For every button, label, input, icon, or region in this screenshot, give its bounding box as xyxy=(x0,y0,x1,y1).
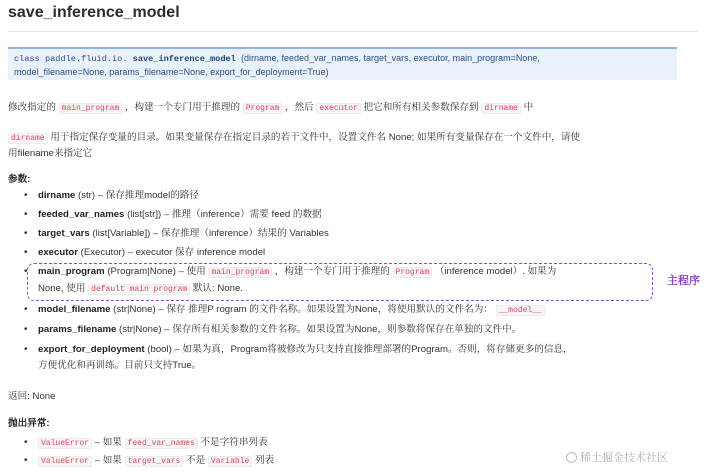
param-name: params_filename xyxy=(38,324,117,335)
description-line-1 xyxy=(8,100,533,116)
param-item xyxy=(24,226,329,241)
param-name: dirname xyxy=(38,190,76,201)
param-item xyxy=(24,207,322,222)
watermark xyxy=(566,449,668,465)
signature-params-line2: model_filename=None, params_filename=None, export_for_deployment=True) xyxy=(14,67,329,77)
code-main-program: main_program xyxy=(208,267,272,278)
code-valueerror: ValueError xyxy=(38,456,92,467)
desc-text: 把它和所有相关参数保存到 xyxy=(363,102,479,113)
signature-path: paddle.fluid.io. xyxy=(44,54,128,64)
function-signature xyxy=(8,47,677,80)
watermark-text: 稀土掘金技术社区 xyxy=(580,452,668,464)
param-desc: None, 使用 xyxy=(38,283,86,294)
param-name: model_filename xyxy=(38,304,111,315)
param-item xyxy=(24,245,266,260)
param-name: executor xyxy=(38,247,78,258)
desc-text: 中 xyxy=(523,102,534,113)
code-valueerror: ValueError xyxy=(38,438,92,449)
param-name: main_program xyxy=(38,266,105,277)
param-item xyxy=(24,302,545,318)
desc-text: 修改指定的 xyxy=(8,102,56,113)
raise-item xyxy=(24,435,268,451)
code-program: Program xyxy=(243,103,283,114)
raise-item xyxy=(24,453,275,469)
param-item xyxy=(24,342,573,357)
signature-name: save_inference_model xyxy=(132,54,236,64)
bullet-icon: • xyxy=(24,266,28,277)
bullet-icon: • xyxy=(24,455,28,466)
code-program: Program xyxy=(393,267,433,278)
raise-desc: 列表 xyxy=(254,455,275,466)
param-desc: (list[str]) – 推理（inference）需要 feed 的数据 xyxy=(124,209,322,220)
raise-desc: 不是字符串列表 xyxy=(200,437,268,448)
description-line-2 xyxy=(8,130,678,161)
param-name: export_for_deployment xyxy=(38,344,145,355)
signature-keyword: class xyxy=(14,54,40,64)
param-desc: 默认: None. xyxy=(192,283,243,294)
code-target-vars: target_vars xyxy=(125,456,184,467)
param-name: target_vars xyxy=(38,228,90,239)
param-name: feeded_var_names xyxy=(38,209,125,220)
param-desc: （inference model）. 如果为 xyxy=(434,266,557,277)
bullet-icon: • xyxy=(24,344,28,355)
raise-desc: 不是 xyxy=(186,455,206,466)
param-desc: (str|None) – 保存所有相关参数的文件名称。如果设置为None，则参数将保存在单独的文件中。 xyxy=(116,324,522,335)
code-dirname: dirname xyxy=(481,103,521,114)
param-item xyxy=(24,322,522,337)
raises-heading: 抛出异常: xyxy=(8,418,50,429)
code-default-main-program: default main program xyxy=(88,284,190,295)
bullet-icon: • xyxy=(24,209,28,220)
bullet-icon: • xyxy=(24,247,28,258)
param-item-cont xyxy=(38,358,201,373)
desc-text: 用于指定保存变量的目录。如果变量保存在指定目录的若干文件中，设置文件名 None; 如果所有变量保存在一个文件中，请使 xyxy=(50,132,581,143)
param-desc: (Executor) – executor 保存 inference model xyxy=(78,247,266,258)
param-desc: (str) – 保存推理model的路径 xyxy=(75,190,199,201)
param-desc: (list[Variable]) – 保存推理（inference）结果的 Variables xyxy=(89,228,329,239)
param-desc: (Program|None) – 使用 xyxy=(104,266,206,277)
desc-text: ，构建一个专门用于推理的 xyxy=(124,102,241,113)
desc-text: 用filename来指定它 xyxy=(8,148,93,159)
code-model-filename: __model__ xyxy=(496,305,545,316)
raise-desc: – 如果 xyxy=(94,455,122,466)
title-divider xyxy=(8,31,698,32)
code-executor: executor xyxy=(316,103,360,114)
highlight-box xyxy=(27,263,653,301)
bullet-icon: • xyxy=(24,228,28,239)
bullet-icon: • xyxy=(24,437,28,448)
param-desc: (bool) – 如果为真，Program将被修改为只支持直接推理部署的Program。否则，将存储更多的信息， xyxy=(144,344,573,355)
param-desc: ，构建一个专门用于推理的 xyxy=(274,266,390,277)
code-dirname: dirname xyxy=(8,133,48,144)
code-variable: Variable xyxy=(208,456,252,467)
page-title: save_inference_model xyxy=(8,4,180,21)
bullet-icon: • xyxy=(24,304,28,315)
code-main-program: main_program xyxy=(59,103,123,114)
param-item xyxy=(24,188,199,203)
raise-desc: – 如果 xyxy=(94,437,122,448)
param-desc: (str|None) – 保存 推理P rogram 的文件名称。如果设置为None，将使用默认的文件名为： xyxy=(110,304,493,315)
param-desc: 方便优化和再训练。目前只支持True。 xyxy=(38,360,202,371)
returns-line: 返回: None xyxy=(8,391,56,402)
bullet-icon: • xyxy=(24,324,28,335)
desc-text: ，然后 xyxy=(285,102,314,113)
annotation-label: 主程序 xyxy=(667,275,700,287)
juejin-logo-icon xyxy=(566,452,577,463)
bullet-icon: • xyxy=(24,190,28,201)
signature-params-line1: (dirname, feeded_var_names, target_vars, executor, main_program=None, xyxy=(240,53,540,63)
code-feed-var-names: feed_var_names xyxy=(125,438,198,449)
params-heading: 参数: xyxy=(8,174,31,185)
